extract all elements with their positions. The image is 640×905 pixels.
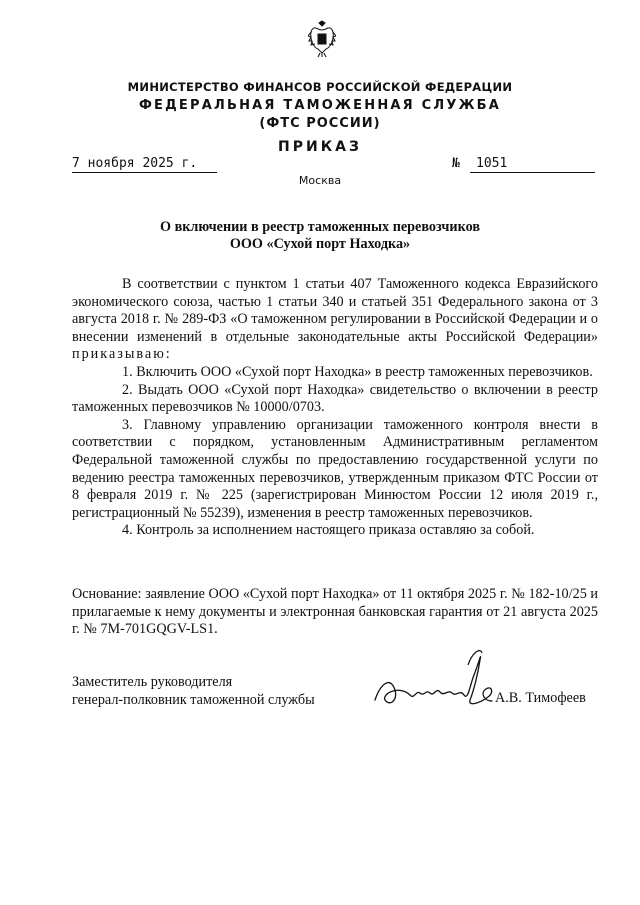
order-item-1: 1. Включить ООО «Сухой порт Находка» в реестр таможенных перевозчиков. — [122, 363, 593, 380]
order-item-3: 3. Главному управлению организации таможенного контроля внести в соответствии с порядком, установленным Административным регламентом Федеральной таможенной службы по предоставлению государственной услуги по ведению реестра таможенных перевозчиков, утвержденным приказом ФТС России от 8 февраля 2019 г. № 225 (зарегистрирован Минюстом России 12 июля 2019 г., регистрационный № 55239), изменения в реестр таможенных перевозчиков. — [72, 416, 598, 521]
order-date: 7 ноября 2025 г. — [72, 156, 217, 173]
order-item-4: 4. Контроль за исполнением настоящего приказа оставляю за собой. — [122, 522, 535, 539]
intro-paragraph — [72, 276, 598, 364]
service-heading: ФЕДЕРАЛЬНАЯ ТАМОЖЕННАЯ СЛУЖБА — [138, 98, 502, 113]
signer-position-line-1: Заместитель руководителя — [72, 674, 233, 690]
intro-text: В соответствии с пунктом 1 статьи 407 Таможенного кодекса Евразийского экономического союза, частью 1 статьи 340 и статьей 351 Федерального закона от 3 августа 2018 г. № 289-ФЗ «О таможенном регулировании в Российской Федерации и о внесении изменений в отдельные законодательные акты Российской Федерации» — [72, 276, 598, 345]
order-subject — [0, 219, 640, 253]
document-type-title: ПРИКАЗ — [278, 139, 362, 155]
order-word: приказываю: — [72, 346, 172, 363]
subject-line-1: О включении в реестр таможенных перевозчиков — [159, 219, 480, 235]
signer-position — [72, 673, 315, 709]
order-number: 1051 — [470, 156, 595, 173]
signer-position-line-2: генерал-полковник таможенной службы — [72, 692, 315, 708]
service-abbreviation: (ФТС РОССИИ) — [259, 116, 381, 131]
ministry-heading: МИНИСТЕРСТВО ФИНАНСОВ РОССИЙСКОЙ ФЕДЕРАЦИИ — [127, 80, 513, 94]
city: Москва — [298, 174, 342, 187]
signer-name: А.В. Тимофеев — [495, 690, 586, 706]
number-sign: № — [452, 156, 460, 171]
basis-section — [72, 586, 598, 639]
basis-text: Основание: заявление ООО «Сухой порт Находка» от 11 октября 2025 г. № 182-10/25 и прилагаемые к нему документы и электронная банковская гарантия от 21 августа 2025 г. № 7М-701GQGV-LS1. — [72, 586, 598, 638]
handwritten-signature — [370, 645, 510, 715]
coat-of-arms-icon — [308, 20, 336, 58]
order-item-2: 2. Выдать ООО «Сухой порт Находка» свидетельство о включении в реестр таможенных перевозчиков № 10000/0703. — [72, 381, 598, 416]
order-body — [72, 276, 598, 540]
subject-line-2: ООО «Сухой порт Находка» — [229, 236, 411, 252]
